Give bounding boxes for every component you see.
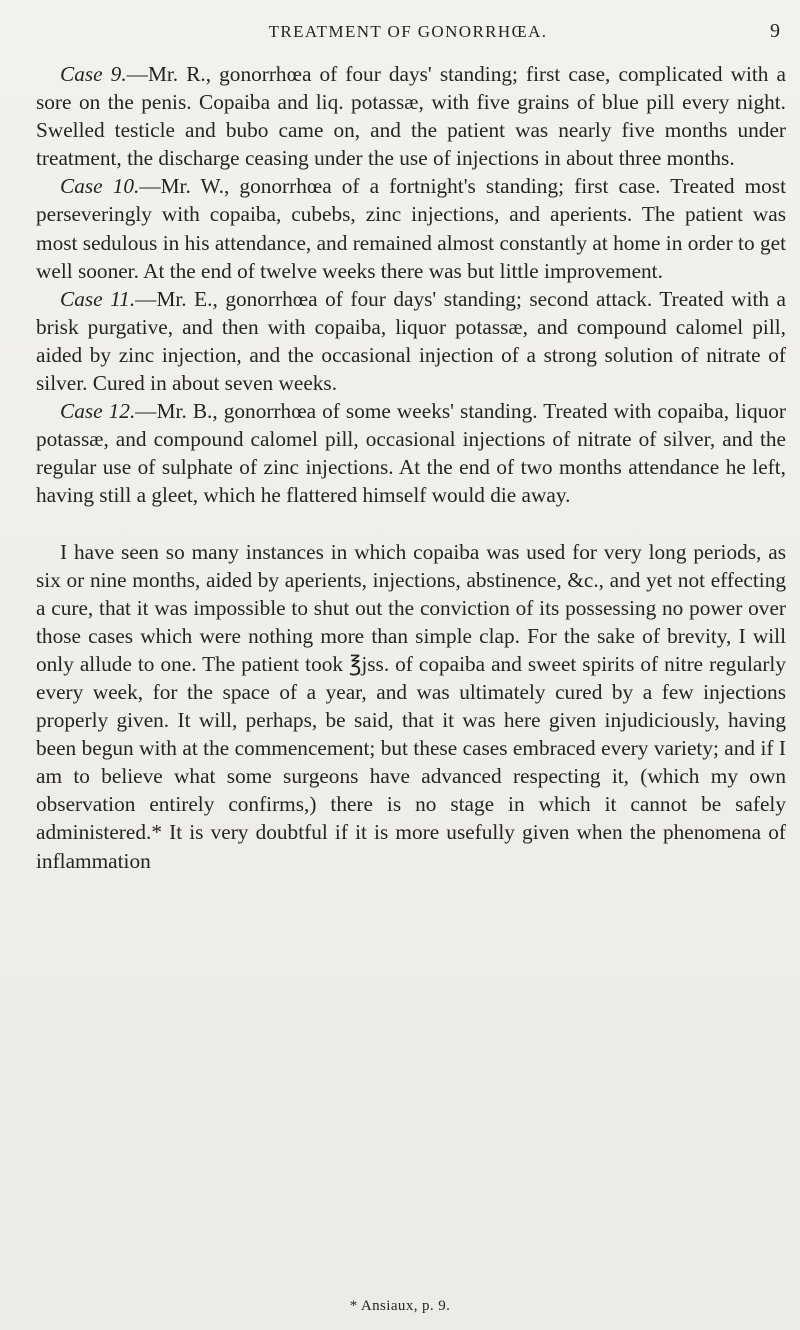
case-paragraph	[36, 172, 786, 284]
case-label: Case 10.	[60, 174, 140, 199]
case-paragraph	[36, 285, 786, 397]
case-paragraph	[36, 60, 786, 172]
body-paragraph: I have seen so many instances in which copaiba was used for very long periods, as six or nine months, aided by aperients, injections, abstinence, &c., and yet not effecting a cure, that it was impossible to shut out the conviction of its possessing no power over those cases which were nothing more than simple clap. For the sake of brevity, I will only allude to one. The patient took ℥jss. of copaiba and sweet spirits of nitre regularly every week, for the space of a year, and was ultimately cured by a few injections properly given. It will, perhaps, be said, that it was here given injudiciously, having been begun with at the commencement; but these cases embraced every variety; and if I am to believe what some surgeons have advanced respecting it, (which my own observation entirely confirms,) there is no stage in which it cannot be safely administered.* It is very doubtful if it is more usefully given when the phenomena of inflammation	[36, 539, 786, 873]
case-paragraph	[36, 397, 786, 509]
case-text: —Mr. R., gonorrhœa of four days' standing; first case, complicated with a sore on the penis. Copaiba and liq. potassæ, with five grains of blue pill every night. Swelled testicle and bubo came on, and the patient was nearly five months under treatment, the discharge ceasing under the use of injections in about three months.	[36, 62, 786, 171]
footnote: * Ansiaux, p. 9.	[349, 1298, 451, 1314]
case-text: —Mr. B., gonorrhœa of some weeks' standing. Treated with copaiba, liquor potassæ, and compound calomel pill, occasional injections of nitrate of silver, and the regular use of sulphate of zinc injections. At the end of two months attendance he left, having still a gleet, which he flattered himself would die away.	[36, 399, 786, 508]
case-text: —Mr. E., gonorrhœa of four days' standing; second attack. Treated with a brisk purgative, and then with copaiba, liquor potassæ, and compound calomel pill, aided by zinc injection, and the occasional injection of a strong solution of nitrate of silver. Cured in about seven weeks.	[36, 286, 786, 396]
case-text: —Mr. W., gonorrhœa of a fortnight's standing; first case. Treated most perseveringly with copaiba, cubebs, zinc injections, and aperients. The patient was most sedulous in his attendance, and remained almost constantly at home in order to get well sooner. At the end of twelve weeks there was but little improvement.	[36, 174, 786, 283]
case-label: Case 12.	[60, 399, 136, 424]
case-label: Case 9.	[60, 62, 127, 86]
page-number: 9	[770, 20, 780, 42]
paragraph-gap	[36, 510, 786, 538]
case-label: Case 11.	[60, 286, 136, 311]
running-head: TREATMENT OF GONORRHŒA.	[268, 22, 548, 41]
body-text	[36, 60, 786, 875]
page-header	[36, 18, 780, 46]
